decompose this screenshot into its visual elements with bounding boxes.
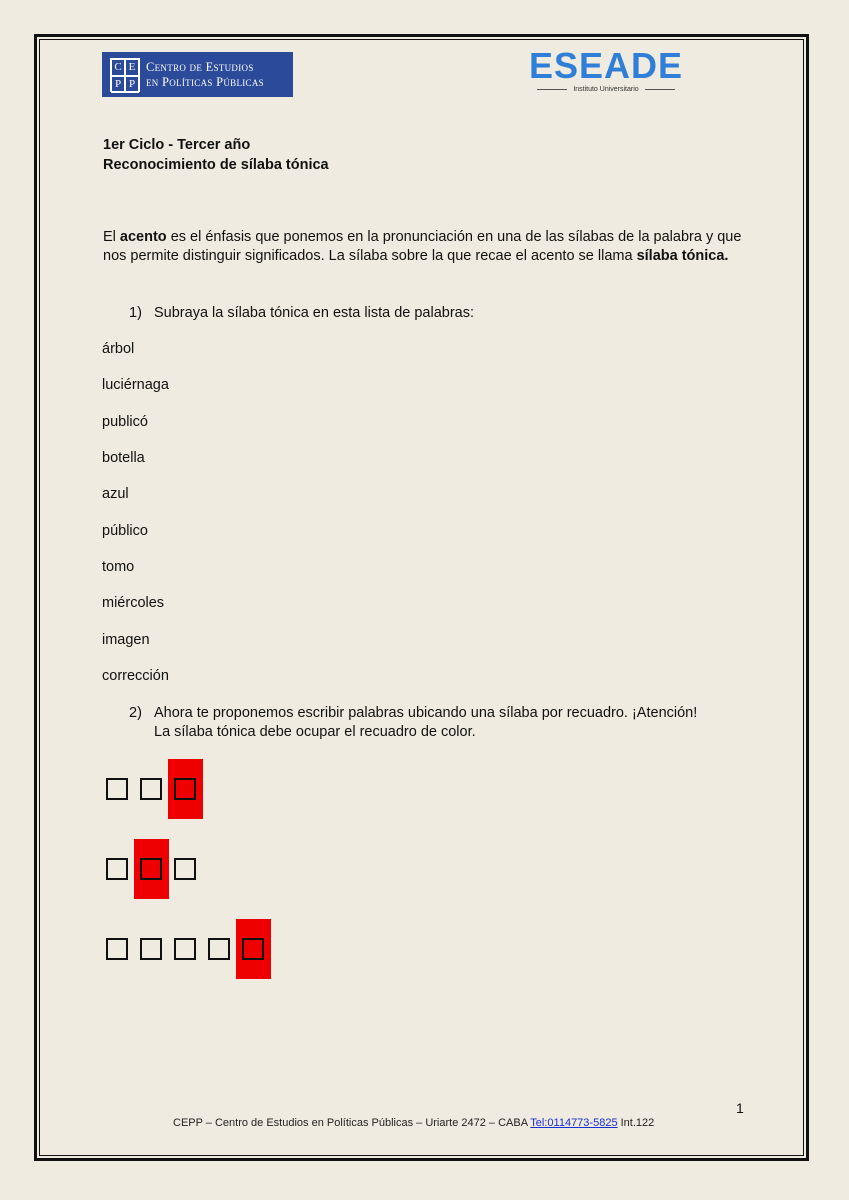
eseade-logo-subtitle-row — [524, 86, 688, 93]
cepp-logo-text — [146, 60, 264, 90]
exercise2-line1: Ahora te proponemos escribir palabras ubicando una sílaba por recuadro. ¡Atención! — [154, 705, 698, 721]
intro-bold-term: sílaba tónica — [636, 248, 725, 264]
intro-text: es el énfasis que ponemos en la pronunciación en una de las sílabas de la palabra y que nos permite distinguir significados. La sílaba sobre la que recae el acento se llama — [103, 229, 742, 264]
syllable-box[interactable] — [140, 938, 162, 960]
cepp-logo-line1: Centro de Estudios — [146, 59, 254, 74]
tonic-syllable-box[interactable] — [242, 938, 264, 960]
exercise2-line2: La sílaba tónica debe ocupar el recuadro de color. — [154, 724, 476, 740]
word-item: árbol — [102, 341, 135, 357]
tonic-syllable-box[interactable] — [174, 778, 196, 800]
tonic-syllable-box[interactable] — [140, 858, 162, 880]
document-title-line2: Reconocimiento de sílaba tónica — [103, 157, 329, 173]
cepp-logo-grid — [110, 58, 140, 92]
syllable-box[interactable] — [174, 938, 196, 960]
exercise1-instruction — [129, 304, 769, 323]
syllable-box[interactable] — [106, 938, 128, 960]
footer-phone-link[interactable]: Tel:0114773-5825 — [530, 1117, 618, 1129]
word-item: corrección — [102, 668, 169, 684]
page-number: 1 — [736, 1100, 744, 1116]
intro-bold-term: acento — [119, 229, 167, 245]
exercise2-instruction — [129, 704, 769, 742]
word-item: luciérnaga — [102, 377, 169, 393]
cepp-logo-letter: P — [125, 76, 139, 93]
word-item: botella — [102, 450, 145, 466]
footer — [173, 1117, 654, 1129]
word-item: azul — [102, 486, 129, 502]
cepp-logo-line2: en Políticas Públicas — [146, 74, 264, 89]
intro-text: . — [724, 248, 729, 264]
divider — [645, 89, 675, 90]
cepp-logo-letter: E — [125, 59, 139, 76]
exercise2-number: 2) — [129, 705, 142, 721]
cepp-logo — [102, 52, 293, 97]
exercise1-text: Subraya la sílaba tónica en esta lista de palabras: — [154, 305, 475, 321]
cepp-logo-letter: P — [111, 76, 125, 93]
exercise1-number: 1) — [129, 305, 142, 321]
exercise2-line1-row — [129, 704, 769, 723]
eseade-logo-subtitle: Instituto Universitario — [573, 86, 639, 93]
footer-text: CEPP – Centro de Estudios en Políticas Públicas – Uriarte 2472 – CABA — [173, 1117, 531, 1129]
syllable-box[interactable] — [106, 858, 128, 880]
cepp-logo-letter: C — [111, 59, 125, 76]
eseade-logo-name: ESEADE — [528, 45, 684, 86]
word-item: tomo — [102, 559, 135, 575]
syllable-box[interactable] — [208, 938, 230, 960]
word-item: público — [102, 523, 148, 539]
document-title-line1: 1er Ciclo - Tercer año — [103, 137, 251, 153]
intro-text: El — [103, 229, 120, 245]
syllable-box[interactable] — [106, 778, 128, 800]
footer-extension: Int.122 — [617, 1117, 655, 1129]
divider — [537, 89, 567, 90]
word-item: publicó — [102, 414, 148, 430]
intro-paragraph — [103, 228, 753, 266]
eseade-logo — [524, 45, 688, 100]
syllable-box[interactable] — [140, 778, 162, 800]
syllable-box[interactable] — [174, 858, 196, 880]
word-item: miércoles — [102, 595, 165, 611]
word-item: imagen — [102, 632, 150, 648]
